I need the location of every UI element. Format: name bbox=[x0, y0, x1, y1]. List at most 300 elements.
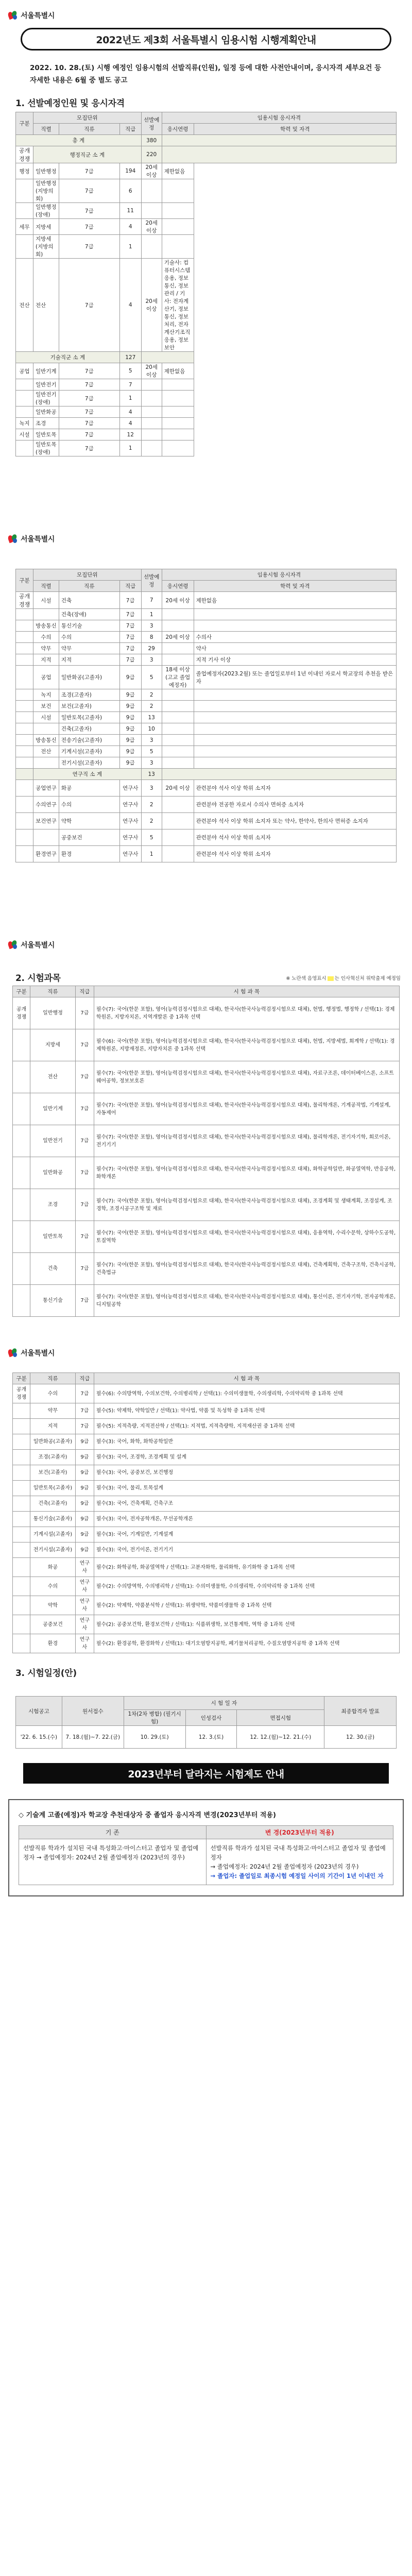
table-cell bbox=[162, 813, 194, 829]
table-cell bbox=[141, 391, 162, 406]
table-cell: 5 bbox=[141, 829, 162, 846]
table-cell: 관련분야 석사 이상 학위 소지자 또는 약사, 한약사, 한의사 면허증 소지자 bbox=[194, 813, 396, 829]
subtotal-value: 13 bbox=[141, 769, 162, 780]
table-cell: 지방세 bbox=[33, 219, 59, 235]
header-cell: 직급 bbox=[75, 1373, 94, 1384]
table-cell bbox=[162, 689, 194, 701]
table-cell: 7급 bbox=[59, 219, 119, 235]
table-row bbox=[13, 1450, 400, 1465]
table-cell bbox=[162, 379, 194, 391]
table-cell bbox=[162, 609, 194, 620]
table-cell: 7 bbox=[119, 379, 141, 391]
yellow-swatch-icon bbox=[328, 976, 334, 981]
table-cell bbox=[13, 1527, 30, 1543]
table-cell bbox=[13, 1253, 30, 1285]
table-cell: 일반전기(장애) bbox=[33, 391, 59, 406]
subtotal-value: 220 bbox=[141, 146, 162, 163]
table-row bbox=[16, 440, 397, 456]
table-cell: 공개경쟁 bbox=[13, 1384, 30, 1403]
table-cell: 1 bbox=[119, 391, 141, 406]
table-cell: 제한없음 bbox=[194, 592, 396, 609]
schedule-cell: 7. 18.(월)~7. 22.(금) bbox=[62, 1726, 124, 1749]
table-row bbox=[16, 632, 397, 643]
change-banner: 2023년부터 달라지는 시험제도 안내 bbox=[23, 1763, 389, 1784]
table-cell: 통신기술(고졸자) bbox=[30, 1512, 75, 1527]
table-cell: 화공 bbox=[59, 780, 119, 796]
table-cell bbox=[13, 1221, 30, 1253]
table-cell: 3 bbox=[141, 620, 162, 632]
table-cell: 공중보건 bbox=[59, 829, 119, 846]
table-cell: 공업 bbox=[16, 363, 33, 379]
table-row bbox=[16, 654, 397, 666]
brand-header bbox=[0, 456, 412, 548]
table-cell: 10 bbox=[141, 723, 162, 735]
table-cell bbox=[16, 654, 33, 666]
table-cell: 7 bbox=[141, 592, 162, 609]
subject-text: 필수(7): 국어(한문 포함), 영어(능력검정시험으로 대체), 한국사(한국사능력검정시험으로 대체), 응용역학, 수리수문학, 상하수도공학, 토질역학 bbox=[94, 1221, 399, 1253]
brand-header bbox=[0, 1317, 412, 1362]
header-cell: 직렬 bbox=[33, 124, 59, 135]
table-row bbox=[13, 1577, 400, 1596]
table-cell bbox=[16, 735, 33, 746]
table-cell: 기계시설(고졸자) bbox=[59, 746, 119, 757]
table-cell: 7급 bbox=[119, 632, 141, 643]
subject-text: 필수(3): 국어, 화학, 화학공학일반 bbox=[94, 1434, 399, 1450]
comparison-table bbox=[19, 1825, 393, 1885]
seoul-logo-icon bbox=[8, 1348, 18, 1358]
table-cell: 4 bbox=[119, 219, 141, 235]
table-cell: 9급 bbox=[119, 746, 141, 757]
table-cell: 관련분야 전공한 자로서 수의사 면허증 소지자 bbox=[194, 796, 396, 813]
table-cell bbox=[194, 620, 396, 632]
table-cell bbox=[13, 1634, 30, 1653]
header-cell: 면접시험 bbox=[237, 1710, 324, 1726]
header-cell: 직급 bbox=[119, 124, 141, 135]
table-cell: 약무 bbox=[30, 1403, 75, 1419]
table-cell: 일반화공(고졸자) bbox=[30, 1434, 75, 1450]
table-row bbox=[13, 1527, 400, 1543]
brand-header bbox=[0, 0, 412, 25]
table-cell bbox=[13, 1543, 30, 1558]
header-cell: 구분 bbox=[16, 112, 33, 135]
table-cell: 연구사 bbox=[119, 813, 141, 829]
table-row bbox=[16, 620, 397, 632]
seoul-logo-icon bbox=[8, 534, 18, 544]
header-cell: 변 경(2023년부터 적용) bbox=[206, 1826, 393, 1839]
header-cell: 학력 및 자격 bbox=[194, 581, 396, 592]
table-cell bbox=[162, 846, 194, 862]
after-cell: 선발직류 학과가 설치된 국내 특성화고·마이스터고 졸업자 및 졸업예정자 → 졸업예정자: 2024년 2월 졸업예정자 (2023년의 경우) → 졸업자: 졸업일로 최종시험 예정일 사이의 기간이 1년 이내인 자 bbox=[206, 1839, 393, 1885]
table-cell bbox=[33, 757, 59, 769]
table-cell bbox=[162, 179, 194, 203]
table-cell: 4 bbox=[119, 406, 141, 418]
subject-text: 필수(7): 국어(한문 포함), 영어(능력검정시험으로 대체), 한국사(한국사능력검정시험으로 대체), 조경계획 및 생태계획, 조경설계, 조경학, 조경시공구조학 및 재료 bbox=[94, 1189, 399, 1221]
table-cell: 5 bbox=[119, 363, 141, 379]
table-cell bbox=[141, 406, 162, 418]
table-row bbox=[13, 1189, 400, 1221]
header-cell: 학력 및 자격 bbox=[194, 124, 396, 135]
total-value: 380 bbox=[141, 135, 162, 146]
table-cell bbox=[13, 1577, 30, 1596]
schedule-cell: 10. 29.(토) bbox=[124, 1726, 185, 1749]
table-row bbox=[13, 1419, 400, 1434]
table-cell: 공개경쟁 bbox=[13, 997, 30, 1029]
schedule-cell: 12. 12.(월)~12. 21.(수) bbox=[237, 1726, 324, 1749]
table-cell bbox=[162, 429, 194, 440]
table-cell: 건축 bbox=[30, 1253, 75, 1285]
header-cell: 선발예정 bbox=[141, 569, 162, 592]
table-cell: 기술사: 컴퓨터시스템응용, 정보통신, 정보관리 / 기사: 전자계산기, 정보통신, 정보처리, 전자계산기조직응용, 정보보안 bbox=[162, 259, 194, 352]
table-cell: 기계시설(고졸자) bbox=[30, 1527, 75, 1543]
subtotal-label: 연구직 소 계 bbox=[33, 769, 141, 780]
subject-text: 필수(3): 국어, 물리, 토목설계 bbox=[94, 1481, 399, 1496]
table-cell: 7급 bbox=[75, 1189, 94, 1221]
table-cell bbox=[16, 620, 33, 632]
table-cell: 18세 이상 (고교 졸업예정자) bbox=[162, 666, 194, 689]
notice-paragraph: 2022. 10. 28.(토) 시행 예정인 임용시험의 선발직류(인원), 일정 등에 대한 사전안내이며, 응시자격 세부요건 등 자세한 내용은 6월 중 별도 공고 bbox=[30, 64, 382, 84]
table-cell: 9급 bbox=[119, 712, 141, 723]
subject-text: 필수(3): 국어, 기계일반, 기계설계 bbox=[94, 1527, 399, 1543]
subject-text: 필수(3): 국어, 공중보건, 보건행정 bbox=[94, 1465, 399, 1481]
table-cell: 방송통신 bbox=[33, 735, 59, 746]
header-cell: 시 험 일 자 bbox=[124, 1697, 324, 1710]
table-cell: 9급 bbox=[119, 757, 141, 769]
table-cell: 수의 bbox=[30, 1384, 75, 1403]
table-cell: 7급 bbox=[119, 643, 141, 654]
table-cell: 7급 bbox=[119, 609, 141, 620]
table-row bbox=[13, 1157, 400, 1189]
table-cell bbox=[162, 723, 194, 735]
table-cell: 7급 bbox=[59, 379, 119, 391]
table-cell: 건축(고졸자) bbox=[30, 1496, 75, 1512]
subject-text: 필수(2): 공중보건학, 환경보건학 / 선택(1): 식품위생학, 보건통계학, 역학 중 1과목 선택 bbox=[94, 1615, 399, 1634]
table-row bbox=[16, 592, 397, 609]
table-cell: 약무 bbox=[59, 643, 119, 654]
subject-text: 필수(3): 국어, 전자공학개론, 무선공학개론 bbox=[94, 1512, 399, 1527]
page-title: 2022년도 제3회 서울특별시 임용시험 시행계획안내 bbox=[21, 28, 391, 50]
table-cell: 5 bbox=[141, 746, 162, 757]
table-cell: 화공 bbox=[30, 1558, 75, 1577]
table-cell: 7급 bbox=[75, 1061, 94, 1093]
table-cell: 일반행정(지방의회) bbox=[33, 179, 59, 203]
table-cell: 7급 bbox=[75, 1125, 94, 1157]
table-row bbox=[16, 735, 397, 746]
change-box-title: ◇ 기술계 고졸(예정)자 학교장 추천대상자 중 졸업자 응시자격 변경(2023년부터 적용) bbox=[19, 1811, 276, 1819]
table-cell: 지방세 bbox=[30, 1029, 75, 1061]
table-cell: 9급 bbox=[119, 666, 141, 689]
header-cell: 시 험 과 목 bbox=[94, 986, 399, 997]
table-cell: 9급 bbox=[119, 689, 141, 701]
table-row bbox=[16, 363, 397, 379]
table-cell: 4 bbox=[119, 418, 141, 429]
table-cell bbox=[162, 757, 194, 769]
table-row bbox=[13, 1384, 400, 1403]
table-cell bbox=[141, 179, 162, 203]
table-cell: 2 bbox=[141, 701, 162, 712]
table-cell: 1 bbox=[141, 609, 162, 620]
table-cell: 약사 bbox=[194, 643, 396, 654]
table-row bbox=[13, 1615, 400, 1634]
table-cell: 관련분야 석사 이상 학위 소지자 bbox=[194, 780, 396, 796]
subject-text: 필수(7): 국어(한문 포함), 영어(능력검정시험으로 대체), 한국사(한국사능력검정시험으로 대체), 물리학개론, 전기자기학, 회로이론, 전기기기 bbox=[94, 1125, 399, 1157]
header-cell: 구분 bbox=[16, 569, 33, 592]
table-cell: 지적 bbox=[30, 1419, 75, 1434]
table-cell: 일반토목 bbox=[33, 429, 59, 440]
table-row bbox=[16, 796, 397, 813]
table-cell: 전산 bbox=[30, 1061, 75, 1093]
subject-text: 필수(6): 수의방역학, 수의보건학, 수의병리학 / 선택(1): 수의미생물학, 수의생리학, 수의약리학 중 1과목 선택 bbox=[94, 1384, 399, 1403]
header-cell: 시 험 과 목 bbox=[94, 1373, 399, 1384]
table-cell: 보건(고졸자) bbox=[30, 1465, 75, 1481]
table-cell bbox=[194, 689, 396, 701]
table-cell: 7급 bbox=[75, 1253, 94, 1285]
table-cell: 연구사 bbox=[75, 1596, 94, 1615]
subject-text: 필수(7): 국어(한문 포함), 영어(능력검정시험으로 대체), 한국사(한국사능력검정시험으로 대체), 헌법, 행정법, 행정학 / 선택(1): 경제학원론, 지방자치론, 지역개발론 중 1과목 선택 bbox=[94, 997, 399, 1029]
table-cell bbox=[13, 1061, 30, 1093]
table-cell: 3 bbox=[141, 780, 162, 796]
table-cell: 연구사 bbox=[119, 829, 141, 846]
table-cell: 수의 bbox=[59, 796, 119, 813]
table-cell: 연구사 bbox=[75, 1577, 94, 1596]
table-cell: 7급 bbox=[75, 1157, 94, 1189]
table-cell: 수의 bbox=[59, 632, 119, 643]
table-cell bbox=[13, 1558, 30, 1577]
table-cell: 지방세(지방의회) bbox=[33, 235, 59, 259]
table-cell: 시설 bbox=[33, 712, 59, 723]
table-row bbox=[16, 609, 397, 620]
table-cell: 3 bbox=[141, 735, 162, 746]
subject-text: 필수(3): 국어, 전기이론, 전기기기 bbox=[94, 1543, 399, 1558]
table-cell: 9급 bbox=[75, 1450, 94, 1465]
table-cell: 제한없음 bbox=[162, 363, 194, 379]
table-cell: 공개경쟁 bbox=[16, 592, 33, 609]
table-cell bbox=[194, 757, 396, 769]
table-row bbox=[16, 723, 397, 735]
header-cell: 선발예정 bbox=[141, 112, 162, 135]
table-row bbox=[16, 746, 397, 757]
table-cell bbox=[16, 846, 33, 862]
table-cell bbox=[16, 757, 33, 769]
table-cell: 4 bbox=[119, 259, 141, 352]
table-cell: 일반토목(고졸자) bbox=[30, 1481, 75, 1496]
table-cell: 11 bbox=[119, 203, 141, 219]
table-cell: 녹지 bbox=[16, 418, 33, 429]
table-cell bbox=[16, 746, 33, 757]
table-cell: 조경(고졸자) bbox=[30, 1450, 75, 1465]
section-title: 2. 시험과목 bbox=[15, 973, 61, 984]
table-cell bbox=[194, 723, 396, 735]
schedule-table bbox=[15, 1696, 397, 1749]
header-cell: 인성검사 bbox=[185, 1710, 237, 1726]
table-cell: 20세 이상 bbox=[162, 632, 194, 643]
table-cell bbox=[13, 1596, 30, 1615]
table-cell: 7급 bbox=[75, 1384, 94, 1403]
table-cell: 1 bbox=[119, 440, 141, 456]
table-row bbox=[13, 1634, 400, 1653]
brand-name: 서울특별시 bbox=[21, 1349, 55, 1357]
seoul-logo-icon bbox=[8, 940, 18, 950]
table-cell bbox=[141, 203, 162, 219]
table-cell: 환경연구 bbox=[33, 846, 59, 862]
table-cell: 전산 bbox=[33, 259, 59, 352]
header-cell: 직류 bbox=[30, 986, 75, 997]
table-cell: 일반화공 bbox=[33, 406, 59, 418]
table-row bbox=[16, 259, 397, 352]
table-cell: 7급 bbox=[75, 1419, 94, 1434]
table-cell: 7급 bbox=[59, 235, 119, 259]
table-cell bbox=[162, 219, 194, 235]
table-cell: 전산 bbox=[16, 259, 33, 352]
table-row bbox=[13, 1061, 400, 1093]
table-cell bbox=[162, 406, 194, 418]
subject-text: 필수(7): 국어(한문 포함), 영어(능력검정시험으로 대체), 한국사(한국사능력검정시험으로 대체), 화학공학일반, 화공열역학, 반응공학, 화학개론 bbox=[94, 1157, 399, 1189]
table-row bbox=[13, 1093, 400, 1125]
table-cell bbox=[13, 1029, 30, 1061]
table-cell: 일반전기 bbox=[33, 379, 59, 391]
table-cell: 공업연구 bbox=[33, 780, 59, 796]
table-cell: 20세 이상 bbox=[141, 363, 162, 379]
table-cell bbox=[16, 391, 33, 406]
header-cell: 기 존 bbox=[19, 1826, 207, 1839]
table-cell: 7급 bbox=[59, 259, 119, 352]
header-cell: 시험공고 bbox=[16, 1697, 62, 1726]
table-cell bbox=[162, 440, 194, 456]
table-cell bbox=[16, 179, 33, 203]
table-cell: 9급 bbox=[75, 1496, 94, 1512]
table-cell bbox=[13, 1403, 30, 1419]
table-cell bbox=[162, 796, 194, 813]
table-cell: 약학 bbox=[30, 1596, 75, 1615]
table-cell: 환경 bbox=[30, 1634, 75, 1653]
header-cell: 직류 bbox=[59, 124, 119, 135]
table-cell: 29 bbox=[141, 643, 162, 654]
table-cell: 9급 bbox=[75, 1465, 94, 1481]
table-cell: 194 bbox=[119, 163, 141, 179]
table-cell: 9급 bbox=[119, 723, 141, 735]
table-cell: 건축(장애) bbox=[59, 609, 119, 620]
table-cell: 연구사 bbox=[75, 1634, 94, 1653]
table-cell: 지적 기사 이상 bbox=[194, 654, 396, 666]
table-cell: 1 bbox=[119, 235, 141, 259]
table-cell bbox=[13, 1434, 30, 1450]
table-row bbox=[16, 666, 397, 689]
table-cell: 7급 bbox=[119, 654, 141, 666]
table-row bbox=[16, 235, 397, 259]
table-row bbox=[13, 1543, 400, 1558]
table-cell: 세무 bbox=[16, 219, 33, 235]
subject-text: 필수(7): 국어(한문 포함), 영어(능력검정시험으로 대체), 한국사(한국사능력검정시험으로 대체), 통신이론, 전기자기학, 전자공학개론, 디지털공학 bbox=[94, 1285, 399, 1317]
table-row bbox=[13, 1029, 400, 1061]
table-cell: 방송통신 bbox=[33, 620, 59, 632]
table-cell: 행정 bbox=[16, 163, 33, 179]
table-cell bbox=[16, 643, 33, 654]
table-row bbox=[13, 1253, 400, 1285]
table-cell: 7급 bbox=[59, 429, 119, 440]
group-cell: 공개경쟁 bbox=[16, 146, 33, 163]
table-cell: 수의연구 bbox=[33, 796, 59, 813]
table-row bbox=[16, 429, 397, 440]
table-row bbox=[13, 1403, 400, 1419]
table-cell: 전기시설(고졸자) bbox=[59, 757, 119, 769]
header-cell: 모집단위 bbox=[33, 112, 141, 124]
table-cell bbox=[162, 643, 194, 654]
table-row bbox=[16, 829, 397, 846]
table-cell bbox=[16, 609, 33, 620]
table-cell: 연구사 bbox=[75, 1558, 94, 1577]
table-cell: 9급 bbox=[119, 735, 141, 746]
table-cell bbox=[194, 712, 396, 723]
table-cell: 일반화공(고졸자) bbox=[59, 666, 119, 689]
table-cell: 보건 bbox=[33, 701, 59, 712]
table-cell bbox=[162, 235, 194, 259]
subject-text: 필수(2): 약제학, 약품분석학 / 선택(1): 위생약학, 약품미생물학 중 1과목 선택 bbox=[94, 1596, 399, 1615]
table-cell: 시설 bbox=[16, 429, 33, 440]
table-cell: 7급 bbox=[59, 179, 119, 203]
table-cell: 2 bbox=[141, 796, 162, 813]
table-cell: 건축(고졸자) bbox=[59, 723, 119, 735]
header-cell: 응시연령 bbox=[162, 124, 194, 135]
table-cell: 공업 bbox=[33, 666, 59, 689]
subject-text: 필수(7): 국어(한문 포함), 영어(능력검정시험으로 대체), 한국사(한국사능력검정시험으로 대체), 건축계획학, 건축구조학, 건축시공학, 건축법규 bbox=[94, 1253, 399, 1285]
table-row bbox=[13, 1221, 400, 1253]
subtotal-label: 행정직군 소 계 bbox=[33, 146, 141, 163]
schedule-cell: '22. 6. 15.(수) bbox=[16, 1726, 62, 1749]
table-cell: 12 bbox=[119, 429, 141, 440]
table-cell: 9급 bbox=[75, 1527, 94, 1543]
header-cell: 직급 bbox=[75, 986, 94, 997]
table-row bbox=[16, 418, 397, 429]
header-cell: 1차(2차 병합) (필기시험) bbox=[124, 1710, 185, 1726]
table-cell: 조경(고졸자) bbox=[59, 689, 119, 701]
subject-text: 필수(3): 국어, 건축계획, 건축구조 bbox=[94, 1496, 399, 1512]
table-cell: 20세 이상 bbox=[141, 219, 162, 235]
header-cell: 응시연령 bbox=[162, 581, 194, 592]
table-cell: 일반행정(장애) bbox=[33, 203, 59, 219]
table-cell bbox=[16, 701, 33, 712]
table-cell bbox=[33, 609, 59, 620]
subjects-table-continued bbox=[12, 1372, 400, 1653]
table-row bbox=[16, 643, 397, 654]
table-cell: 9급 bbox=[75, 1543, 94, 1558]
table-cell: 9급 bbox=[119, 701, 141, 712]
table-row bbox=[13, 1285, 400, 1317]
table-cell: 관련분야 석사 이상 학위 소지자 bbox=[194, 846, 396, 862]
table-cell bbox=[13, 1465, 30, 1481]
table-cell: 지적 bbox=[59, 654, 119, 666]
subtotal-label: 기술직군 소 계 bbox=[16, 352, 120, 363]
table-cell: 공중보건 bbox=[30, 1615, 75, 1634]
table-cell bbox=[162, 391, 194, 406]
table-cell bbox=[194, 735, 396, 746]
table-cell: 녹지 bbox=[33, 689, 59, 701]
table-row bbox=[16, 689, 397, 701]
header-cell: 원서접수 bbox=[62, 1697, 124, 1726]
table-row bbox=[13, 997, 400, 1029]
header-cell: 직급 bbox=[119, 581, 141, 592]
table-cell bbox=[162, 735, 194, 746]
table-cell: 8 bbox=[141, 632, 162, 643]
table-cell bbox=[162, 829, 194, 846]
table-cell bbox=[141, 429, 162, 440]
table-cell: 3 bbox=[141, 654, 162, 666]
table-cell bbox=[13, 1481, 30, 1496]
table-row bbox=[13, 1558, 400, 1577]
table-cell: 7급 bbox=[75, 997, 94, 1029]
table-cell: 7급 bbox=[119, 620, 141, 632]
table-cell: 일반토목(고졸자) bbox=[59, 712, 119, 723]
table-cell: 조경 bbox=[33, 418, 59, 429]
header-cell: 구분 bbox=[13, 986, 30, 997]
